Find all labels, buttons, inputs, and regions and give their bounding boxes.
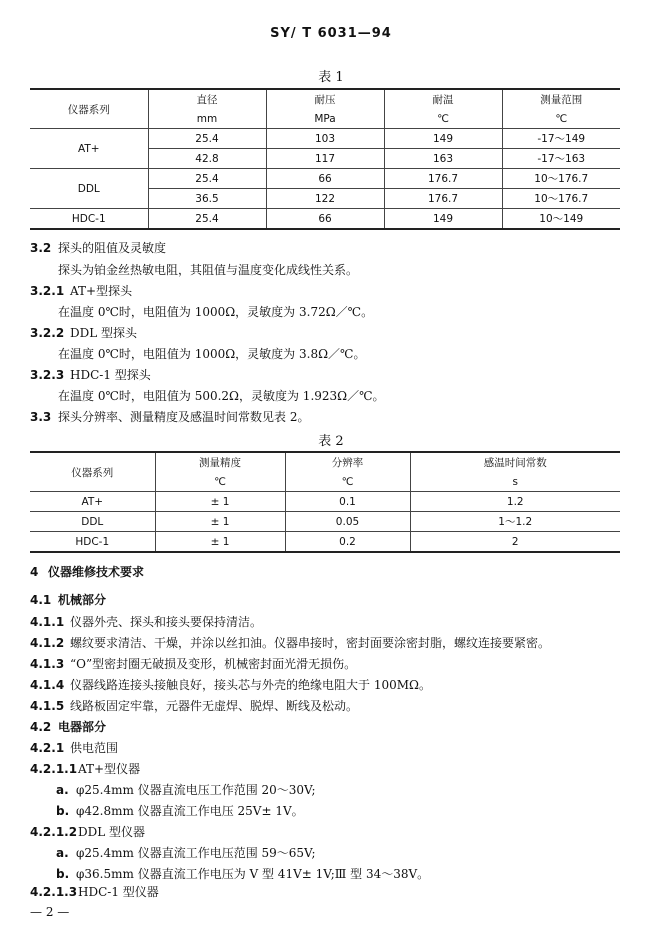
section-3-2-1-body: 在温度 0℃时，电阻值为 1000Ω，灵敏度为 3.72Ω／℃。 <box>58 305 374 319</box>
table1-caption: 表 1 <box>318 70 344 85</box>
table1-cell: 176.7 <box>384 169 502 189</box>
section-number: 3.2 <box>30 241 52 255</box>
table1-cell: 66 <box>266 209 384 230</box>
table1-unit-pressure: MPa <box>266 109 384 129</box>
table1-cell: 42.8 <box>148 149 266 169</box>
table2-header-series: 仪器系列 <box>71 466 114 479</box>
section-title: 供电范围 <box>70 741 119 755</box>
table2-cell-series: HDC-1 <box>75 535 110 548</box>
section-4-1-heading <box>30 591 106 608</box>
table1-header-range: 测量范围 <box>502 89 620 109</box>
list-label: a. <box>56 846 69 860</box>
section-number: 4.1 <box>30 593 52 607</box>
section-number: 4.2.1.3 <box>30 885 78 899</box>
section-3-2-3-heading <box>30 366 151 383</box>
section-number: 4 <box>30 565 39 579</box>
section-4-1-1 <box>30 613 262 630</box>
section-3-2-2-body: 在温度 0℃时，电阻值为 1000Ω，灵敏度为 3.8Ω／℃。 <box>58 347 366 361</box>
section-title: 仪器维修技术要求 <box>48 565 145 579</box>
table-row <box>30 512 620 532</box>
list-item <box>56 781 316 798</box>
table1-cell-series: AT+ <box>77 142 100 155</box>
section-title: AT+型仪器 <box>78 762 141 776</box>
list-text: φ25.4mm 仪器直流工作电压范围 59～65V; <box>76 846 316 860</box>
section-text: “O”型密封圈无破损及变形，机械密封面光滑无损伤。 <box>70 657 357 671</box>
section-4-2-1-2-heading <box>30 823 145 840</box>
section-4-2-1-heading <box>30 739 118 756</box>
table2-cell-series: AT+ <box>81 495 104 508</box>
section-title: AT+型探头 <box>70 284 133 298</box>
table1-cell: 103 <box>266 129 384 149</box>
section-4-1-4 <box>30 676 431 693</box>
section-title: DDL 型探头 <box>70 326 138 340</box>
table1-cell: 66 <box>266 169 384 189</box>
table2-header-row <box>30 452 620 472</box>
table1-header-row <box>30 89 620 109</box>
table2-unit-precision: ℃ <box>155 472 285 492</box>
section-text: 仪器外壳、探头和接头要保持清洁。 <box>70 615 263 629</box>
section-text: 螺纹要求清洁、干燥，并涂以丝扣油。仪器串接时，密封面要涂密封脂，螺纹连接要紧密。 <box>70 636 551 650</box>
section-number: 4.2.1.1 <box>30 762 78 776</box>
section-3-2-heading <box>30 239 166 256</box>
table2-unit-timeconst: s <box>410 472 620 492</box>
section-4-2-heading <box>30 718 106 735</box>
table2-cell: 0.2 <box>285 532 410 553</box>
section-number: 4.2.1.2 <box>30 825 78 839</box>
section-number: 4.1.3 <box>30 657 65 671</box>
list-text: φ25.4mm 仪器直流电压工作范围 20～30V; <box>76 783 316 797</box>
table1-unit-temp: ℃ <box>384 109 502 129</box>
page-number: — 2 — <box>30 905 70 919</box>
list-item <box>56 865 429 882</box>
list-label: b. <box>56 867 70 881</box>
section-3-2-2-heading <box>30 324 137 341</box>
section-text: 线路板固定牢靠，元器件无虚焊、脱焊、断线及松动。 <box>70 699 359 713</box>
table1-header-temp: 耐温 <box>384 89 502 109</box>
table2-cell: 1.2 <box>410 492 620 512</box>
table-row <box>30 492 620 512</box>
table1-header-series: 仪器系列 <box>67 103 110 116</box>
list-label: a. <box>56 783 69 797</box>
section-title: 电器部分 <box>58 720 107 734</box>
table2 <box>30 451 620 553</box>
section-number: 4.1.1 <box>30 615 65 629</box>
table1-cell: 10～176.7 <box>502 169 620 189</box>
table1-cell: 36.5 <box>148 189 266 209</box>
section-title: 机械部分 <box>58 593 107 607</box>
table1 <box>30 88 620 230</box>
table2-header-precision: 测量精度 <box>155 452 285 472</box>
section-3-2-3-body: 在温度 0℃时，电阻值为 500.2Ω，灵敏度为 1.923Ω／℃。 <box>58 389 385 403</box>
list-label: b. <box>56 804 70 818</box>
section-4-1-5 <box>30 697 358 714</box>
section-3-2-1-heading <box>30 282 132 299</box>
table-row <box>30 209 620 230</box>
table1-cell-series: HDC-1 <box>71 212 106 225</box>
table1-unit-diameter: mm <box>148 109 266 129</box>
section-4-2-1-1-heading <box>30 760 140 777</box>
section-number: 3.2.3 <box>30 368 65 382</box>
section-4-heading <box>30 563 144 580</box>
section-number: 3.2.2 <box>30 326 65 340</box>
table2-header-timeconst: 感温时间常数 <box>410 452 620 472</box>
table2-cell: 2 <box>410 532 620 553</box>
section-number: 3.2.1 <box>30 284 65 298</box>
section-number: 4.2 <box>30 720 52 734</box>
section-text: 探头分辨率、测量精度及感温时间常数见表 2。 <box>58 410 310 424</box>
section-number: 4.1.5 <box>30 699 65 713</box>
table2-cell: 0.1 <box>285 492 410 512</box>
section-4-1-2 <box>30 634 550 651</box>
table1-cell: 117 <box>266 149 384 169</box>
table2-cell: 0.05 <box>285 512 410 532</box>
section-number: 3.3 <box>30 410 52 424</box>
table1-cell: 176.7 <box>384 189 502 209</box>
table2-header-resolution: 分辨率 <box>285 452 410 472</box>
table-row <box>30 532 620 553</box>
list-item <box>56 844 316 861</box>
table1-cell: 163 <box>384 149 502 169</box>
section-number: 4.1.4 <box>30 678 65 692</box>
table1-cell: 25.4 <box>148 129 266 149</box>
table-row <box>30 169 620 189</box>
table2-cell: 1～1.2 <box>410 512 620 532</box>
table1-cell: 122 <box>266 189 384 209</box>
table1-cell: 149 <box>384 129 502 149</box>
table1-cell: 149 <box>384 209 502 230</box>
table1-cell: 10～176.7 <box>502 189 620 209</box>
section-title: HDC-1 型仪器 <box>78 885 159 899</box>
table1-header-pressure: 耐压 <box>266 89 384 109</box>
table2-cell: ± 1 <box>155 492 285 512</box>
section-3-2-body: 探头为铂金丝热敏电阻，其阻值与温度变化成线性关系。 <box>58 263 359 277</box>
section-title: 探头的阻值及灵敏度 <box>58 241 167 255</box>
table1-cell: 25.4 <box>148 209 266 230</box>
section-number: 4.2.1 <box>30 741 65 755</box>
section-4-2-1-3-heading <box>30 883 159 900</box>
table-row <box>30 129 620 149</box>
section-title: DDL 型仪器 <box>78 825 146 839</box>
table1-cell-series: DDL <box>77 182 100 195</box>
list-text: φ42.8mm 仪器直流工作电压 25V± 1V。 <box>76 804 304 818</box>
table1-cell: 25.4 <box>148 169 266 189</box>
table1-unit-range: ℃ <box>502 109 620 129</box>
table2-cell: ± 1 <box>155 532 285 553</box>
table2-caption: 表 2 <box>318 434 344 449</box>
list-text: φ36.5mm 仪器直流工作电压为 V 型 41V± 1V;Ⅲ 型 34～38V。 <box>76 867 430 881</box>
list-item <box>56 802 304 819</box>
table2-cell-series: DDL <box>81 515 104 528</box>
table2-cell: ± 1 <box>155 512 285 532</box>
table1-cell: -17～163 <box>502 149 620 169</box>
section-text: 仪器线路连接头接触良好，接头芯与外壳的绝缘电阻大于 100MΩ。 <box>70 678 431 692</box>
table1-cell: 10～149 <box>502 209 620 230</box>
table2-unit-resolution: ℃ <box>285 472 410 492</box>
section-number: 4.1.2 <box>30 636 65 650</box>
section-3-3 <box>30 408 309 425</box>
table1-header-diameter: 直径 <box>148 89 266 109</box>
table1-cell: -17～149 <box>502 129 620 149</box>
section-title: HDC-1 型探头 <box>70 368 151 382</box>
section-4-1-3 <box>30 655 356 672</box>
standard-header: SY/ T 6031—94 <box>270 26 392 41</box>
